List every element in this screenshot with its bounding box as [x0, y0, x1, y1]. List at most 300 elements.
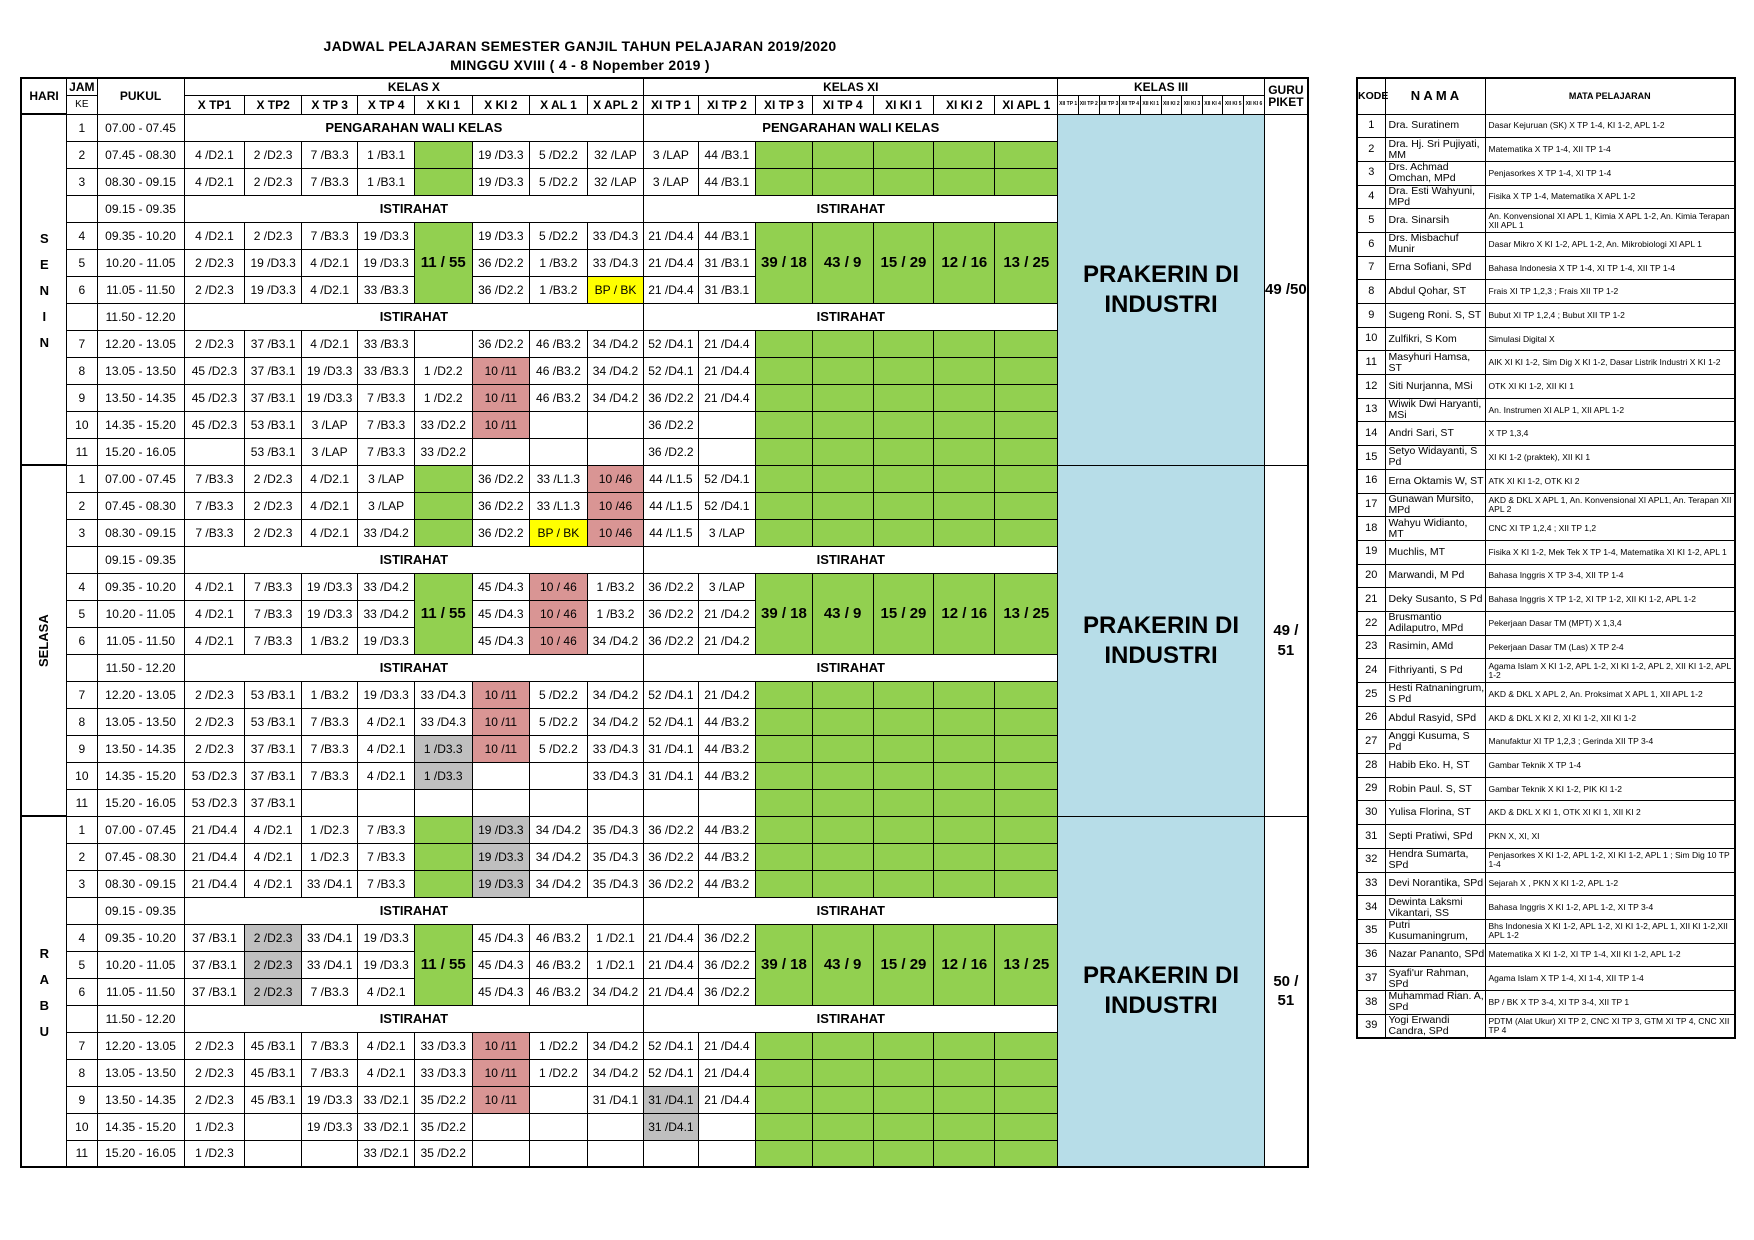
jam-cell: 5: [67, 951, 97, 978]
pengarahan-band: PENGARAHAN WALI KELAS: [184, 114, 644, 141]
class-cell: BP / BK: [587, 276, 644, 303]
class-cell: 3 /LAP: [358, 492, 415, 519]
class-cell: 1 /B3.1: [358, 141, 415, 168]
class-cell: 7 /B3.3: [245, 627, 302, 654]
empty-green-cell: [756, 843, 813, 870]
pukul-cell: 15.20 - 16.05: [97, 438, 184, 465]
empty-green-cell: [873, 843, 934, 870]
class-cell: [414, 141, 472, 168]
teacher-subject: Matematika X TP 1-4, XII TP 1-4: [1485, 138, 1735, 162]
class-cell: 10 /11: [472, 357, 530, 384]
class-header: XII TP 1: [1058, 95, 1079, 114]
class-cell: [414, 330, 472, 357]
empty-green-cell: [756, 762, 813, 789]
class-cell: [530, 1140, 588, 1167]
class-cell: [245, 1140, 302, 1167]
empty-green-cell: [756, 708, 813, 735]
merged-ki1-cell: 11 / 55: [414, 924, 472, 1005]
teacher-name: Robin Paul. S, ST: [1385, 777, 1485, 801]
class-cell: 36 /D2.2: [644, 843, 698, 870]
empty-green-cell: [934, 1059, 995, 1086]
teacher-row: [1357, 185, 1735, 209]
teacher-no: 29: [1357, 777, 1385, 801]
class-cell: 1 /D3.3: [414, 735, 472, 762]
class-cell: 4 /D2.1: [184, 600, 245, 627]
class-cell: 2 /D2.3: [184, 1086, 245, 1113]
teacher-no: 31: [1357, 825, 1385, 849]
empty-green-cell: [873, 438, 934, 465]
class-header: X TP 3: [301, 95, 358, 114]
teacher-row: [1357, 493, 1735, 517]
teacher-row: [1357, 848, 1735, 872]
teacher-no: 21: [1357, 588, 1385, 612]
class-cell: 37 /B3.1: [184, 951, 245, 978]
class-cell: 2 /D2.3: [184, 735, 245, 762]
merged-xi-cell: 12 / 16: [934, 222, 995, 303]
class-cell: 36 /D2.2: [472, 465, 530, 492]
teacher-no: 34: [1357, 896, 1385, 920]
class-cell: 19 /D3.3: [472, 141, 530, 168]
teacher-subject: X TP 1,3,4: [1485, 422, 1735, 446]
class-header: X AL 1: [530, 95, 588, 114]
class-cell: [530, 1086, 588, 1113]
teacher-row: [1357, 967, 1735, 991]
teacher-no: 14: [1357, 422, 1385, 446]
schedule-row: [21, 816, 1308, 843]
jam-cell: 9: [67, 1086, 97, 1113]
class-cell: 2 /D2.3: [245, 951, 302, 978]
empty-green-cell: [873, 735, 934, 762]
pukul-cell: 13.50 - 14.35: [97, 1086, 184, 1113]
class-cell: 53 /B3.1: [245, 438, 302, 465]
teacher-subject: Penjasorkes X TP 1-4, XI TP 1-4: [1485, 161, 1735, 185]
empty-green-cell: [812, 735, 873, 762]
merged-xi-cell: 15 / 29: [873, 924, 934, 1005]
empty-green-cell: [812, 519, 873, 546]
class-cell: 52 /D4.1: [644, 1032, 698, 1059]
empty-green-cell: [812, 1059, 873, 1086]
teacher-subject: Gambar Teknik X KI 1-2, PIK KI 1-2: [1485, 777, 1735, 801]
class-cell: 44 /L1.5: [644, 519, 698, 546]
class-cell: 10 /11: [472, 411, 530, 438]
jam-cell: 5: [67, 600, 97, 627]
pukul-cell: 10.20 - 11.05: [97, 600, 184, 627]
class-cell: [472, 1113, 530, 1140]
schedule-table: [20, 77, 1309, 1168]
teacher-name: Habib Eko. H, ST: [1385, 754, 1485, 778]
class-cell: 33 /D4.3: [587, 222, 644, 249]
empty-green-cell: [812, 1086, 873, 1113]
empty-green-cell: [995, 789, 1058, 816]
empty-green-cell: [812, 384, 873, 411]
class-cell: 31 /B3.1: [698, 276, 756, 303]
teacher-subject: Bubut XI TP 1,2,4 ; Bubut XII TP 1-2: [1485, 304, 1735, 328]
class-cell: 1 /D2.2: [530, 1059, 588, 1086]
teacher-row: [1357, 1014, 1735, 1038]
empty-green-cell: [995, 1140, 1058, 1167]
class-cell: 45 /B3.1: [245, 1032, 302, 1059]
istirahat-band: ISTIRAHAT: [184, 1005, 644, 1032]
empty-green-cell: [873, 357, 934, 384]
pukul-cell: 11.05 - 11.50: [97, 276, 184, 303]
teacher-name: Muchlis, MT: [1385, 540, 1485, 564]
empty-green-cell: [934, 519, 995, 546]
empty-green-cell: [873, 1059, 934, 1086]
class-cell: 46 /B3.2: [530, 384, 588, 411]
class-cell: 7 /B3.3: [358, 843, 415, 870]
jam-cell: 2: [67, 141, 97, 168]
teacher-row: [1357, 919, 1735, 943]
class-cell: 44 /B3.2: [698, 816, 756, 843]
class-cell: 45 /D4.3: [472, 978, 530, 1005]
header-guru-piket: GURU PIKET: [1264, 78, 1308, 114]
class-cell: 45 /D4.3: [472, 627, 530, 654]
class-cell: 4 /D2.1: [358, 978, 415, 1005]
teacher-subject: PDTM (Alat Ukur) XI TP 2, CNC XI TP 3, GTM XI TP 4, CNC XII TP 4: [1485, 1014, 1735, 1038]
pukul-cell: 11.05 - 11.50: [97, 978, 184, 1005]
class-cell: 45 /B3.1: [245, 1059, 302, 1086]
class-cell: 44 /B3.2: [698, 870, 756, 897]
teacher-subject: XI KI 1-2 (praktek), XII KI 1: [1485, 446, 1735, 470]
class-cell: 5 /D2.2: [530, 222, 588, 249]
class-cell: 37 /B3.1: [245, 735, 302, 762]
class-cell: 53 /D2.3: [184, 762, 245, 789]
class-cell: 10 /46: [587, 492, 644, 519]
teacher-name: Masyhuri Hamsa, ST: [1385, 351, 1485, 375]
teacher-subject: ATK XI KI 1-2, OTK KI 2: [1485, 469, 1735, 493]
teacher-name: Brusmantio Adilaputro, MPd: [1385, 611, 1485, 635]
teacher-row: [1357, 588, 1735, 612]
teacher-no: 4: [1357, 185, 1385, 209]
teacher-name: Dra. Suratinem: [1385, 114, 1485, 138]
empty-green-cell: [934, 357, 995, 384]
class-cell: 37 /B3.1: [245, 357, 302, 384]
empty-green-cell: [812, 465, 873, 492]
class-cell: 37 /B3.1: [184, 924, 245, 951]
class-cell: 52 /D4.1: [644, 330, 698, 357]
class-cell: 44 /B3.2: [698, 735, 756, 762]
class-cell: 19 /D3.3: [301, 1113, 358, 1140]
day-label: SELASA: [21, 465, 67, 816]
istirahat-band: ISTIRAHAT: [644, 303, 1058, 330]
class-header: XII TP 3: [1099, 95, 1120, 114]
empty-green-cell: [995, 1059, 1058, 1086]
class-cell: 53 /B3.1: [245, 708, 302, 735]
jam-cell: [67, 303, 97, 330]
class-cell: 4 /D2.1: [184, 627, 245, 654]
teacher-row: [1357, 896, 1735, 920]
class-cell: [530, 411, 588, 438]
teacher-name: Anggi Kusuma, S Pd: [1385, 730, 1485, 754]
class-cell: [414, 465, 472, 492]
teacher-no: 20: [1357, 564, 1385, 588]
empty-green-cell: [934, 681, 995, 708]
teacher-row: [1357, 469, 1735, 493]
class-cell: [698, 789, 756, 816]
teacher-name: Zulfikri, S Kom: [1385, 327, 1485, 351]
teacher-subject: Frais XI TP 1,2,3 ; Frais XII TP 1-2: [1485, 280, 1735, 304]
teacher-subject: Fisika X KI 1-2, Mek Tek X TP 1-4, Matematika XI KI 1-2, APL 1: [1485, 540, 1735, 564]
teacher-name: Devi Norantika, SPd: [1385, 872, 1485, 896]
empty-green-cell: [812, 1140, 873, 1167]
class-header: XII KI 6: [1244, 95, 1265, 114]
class-header: X TP1: [184, 95, 245, 114]
class-header: X KI 2: [472, 95, 530, 114]
istirahat-band: ISTIRAHAT: [184, 897, 644, 924]
class-cell: 46 /B3.2: [530, 357, 588, 384]
jam-cell: 7: [67, 681, 97, 708]
teacher-name: Sugeng Roni. S, ST: [1385, 304, 1485, 328]
class-cell: 34 /D4.2: [587, 681, 644, 708]
class-cell: 5 /D2.2: [530, 735, 588, 762]
teacher-name: Yulisa Florina, ST: [1385, 801, 1485, 825]
class-cell: 33 /B3.3: [358, 357, 415, 384]
day-label: S E N I N: [21, 114, 67, 465]
teacher-no: 23: [1357, 635, 1385, 659]
class-cell: 36 /D2.2: [472, 276, 530, 303]
teacher-table: [1356, 77, 1736, 1039]
empty-green-cell: [995, 681, 1058, 708]
teacher-subject: CNC XI TP 1,2,4 ; XII TP 1,2: [1485, 517, 1735, 541]
class-cell: 10 /11: [472, 1059, 530, 1086]
teacher-name: Syafi'ur Rahman, SPd: [1385, 967, 1485, 991]
pukul-cell: 15.20 - 16.05: [97, 1140, 184, 1167]
class-cell: 33 /D4.3: [587, 735, 644, 762]
empty-green-cell: [756, 1113, 813, 1140]
empty-green-cell: [873, 762, 934, 789]
class-cell: 4 /D2.1: [358, 1032, 415, 1059]
teacher-subject: AKD & DKL X APL 2, An. Proksimat X APL 1, XII APL 1-2: [1485, 683, 1735, 707]
class-cell: 36 /D2.2: [644, 816, 698, 843]
class-cell: 52 /D4.1: [644, 1059, 698, 1086]
empty-green-cell: [995, 411, 1058, 438]
teacher-no: 5: [1357, 209, 1385, 233]
teacher-subject: An. Konvensional XI APL 1, Kimia X APL 1-2, An. Kimia Terapan XII APL 1: [1485, 209, 1735, 233]
teacher-row: [1357, 706, 1735, 730]
teacher-subject: Pekerjaan Dasar TM (Las) X TP 2-4: [1485, 635, 1735, 659]
teacher-no: 38: [1357, 990, 1385, 1014]
class-cell: 3 /LAP: [644, 168, 698, 195]
class-cell: 7 /B3.3: [358, 384, 415, 411]
teacher-row: [1357, 422, 1735, 446]
empty-green-cell: [812, 411, 873, 438]
teacher-name: Wahyu Widianto, MT: [1385, 517, 1485, 541]
class-cell: 36 /D2.2: [644, 627, 698, 654]
class-cell: 34 /D4.2: [587, 627, 644, 654]
empty-green-cell: [873, 1140, 934, 1167]
class-cell: 1 /B3.2: [530, 249, 588, 276]
empty-green-cell: [995, 870, 1058, 897]
header-kelas-xi: KELAS XI: [644, 78, 1058, 95]
pukul-cell: 13.05 - 13.50: [97, 1059, 184, 1086]
teacher-row: [1357, 398, 1735, 422]
pukul-cell: 11.50 - 12.20: [97, 303, 184, 330]
teacher-no: 32: [1357, 848, 1385, 872]
empty-green-cell: [812, 168, 873, 195]
class-cell: [698, 411, 756, 438]
teacher-no: 30: [1357, 801, 1385, 825]
class-cell: 36 /D2.2: [644, 573, 698, 600]
empty-green-cell: [873, 1113, 934, 1140]
day-label: R A B U: [21, 816, 67, 1167]
teacher-name: Abdul Qohar, ST: [1385, 280, 1485, 304]
teacher-name: Septi Pratiwi, SPd: [1385, 825, 1485, 849]
empty-green-cell: [756, 789, 813, 816]
teacher-row: [1357, 161, 1735, 185]
class-cell: 1 /D2.3: [301, 816, 358, 843]
class-header: XI APL 1: [995, 95, 1058, 114]
class-cell: 4 /D2.1: [301, 276, 358, 303]
teacher-row: [1357, 280, 1735, 304]
class-cell: 4 /D2.1: [184, 141, 245, 168]
empty-green-cell: [934, 1032, 995, 1059]
class-cell: 10 /11: [472, 1086, 530, 1113]
class-cell: 4 /D2.1: [358, 708, 415, 735]
class-cell: 10 /46: [587, 519, 644, 546]
teacher-subject: Matematika X KI 1-2, XI TP 1-4, XII KI 1-2, APL 1-2: [1485, 943, 1735, 967]
empty-green-cell: [995, 1113, 1058, 1140]
class-cell: 1 /D2.3: [184, 1140, 245, 1167]
class-cell: 10 /11: [472, 1032, 530, 1059]
empty-green-cell: [995, 519, 1058, 546]
jam-cell: 7: [67, 1032, 97, 1059]
class-cell: [587, 438, 644, 465]
class-cell: 36 /D2.2: [472, 249, 530, 276]
teacher-row: [1357, 730, 1735, 754]
jam-cell: [67, 1005, 97, 1032]
class-header: XI TP 4: [812, 95, 873, 114]
empty-green-cell: [934, 330, 995, 357]
empty-green-cell: [756, 384, 813, 411]
empty-green-cell: [756, 681, 813, 708]
class-cell: 52 /D4.1: [644, 681, 698, 708]
teacher-subject: BP / BK X TP 3-4, XI TP 3-4, XII TP 1: [1485, 990, 1735, 1014]
class-header: XI KI 1: [873, 95, 934, 114]
empty-green-cell: [934, 708, 995, 735]
class-cell: 7 /B3.3: [301, 141, 358, 168]
class-cell: 7 /B3.3: [301, 1059, 358, 1086]
class-cell: 1 /D2.2: [414, 384, 472, 411]
pukul-cell: 12.20 - 13.05: [97, 1032, 184, 1059]
empty-green-cell: [934, 141, 995, 168]
teacher-row: [1357, 517, 1735, 541]
class-cell: 45 /D4.3: [472, 951, 530, 978]
empty-green-cell: [995, 735, 1058, 762]
class-cell: [472, 1140, 530, 1167]
class-cell: 44 /B3.1: [698, 222, 756, 249]
istirahat-band: ISTIRAHAT: [644, 1005, 1058, 1032]
class-cell: 33 /D2.1: [358, 1086, 415, 1113]
class-cell: [414, 816, 472, 843]
class-header: X TP 4: [358, 95, 415, 114]
teacher-row: [1357, 990, 1735, 1014]
class-header: X APL 2: [587, 95, 644, 114]
jam-cell: 5: [67, 249, 97, 276]
class-cell: 4 /D2.1: [184, 168, 245, 195]
istirahat-band: ISTIRAHAT: [644, 897, 1058, 924]
class-cell: 7 /B3.3: [301, 1032, 358, 1059]
piket-cell: 49 /50: [1264, 114, 1308, 465]
empty-green-cell: [934, 1113, 995, 1140]
class-cell: 33 /B3.3: [358, 276, 415, 303]
jam-cell: 10: [67, 411, 97, 438]
empty-green-cell: [995, 492, 1058, 519]
class-cell: 19 /D3.3: [358, 924, 415, 951]
teacher-no: 12: [1357, 375, 1385, 399]
class-header: XII KI 3: [1182, 95, 1203, 114]
class-cell: 33 /L1.3: [530, 492, 588, 519]
empty-green-cell: [812, 762, 873, 789]
class-cell: 33 /D2.1: [358, 1140, 415, 1167]
class-cell: 2 /D2.3: [245, 168, 302, 195]
class-cell: 33 /D4.2: [358, 600, 415, 627]
merged-xi-cell: 13 / 25: [995, 222, 1058, 303]
header-jam: JAM: [67, 78, 97, 95]
class-cell: 34 /D4.2: [587, 978, 644, 1005]
class-cell: [358, 789, 415, 816]
pukul-cell: 12.20 - 13.05: [97, 330, 184, 357]
class-cell: 4 /D2.1: [184, 222, 245, 249]
class-cell: [301, 789, 358, 816]
class-cell: 34 /D4.2: [587, 708, 644, 735]
empty-green-cell: [812, 141, 873, 168]
class-cell: [472, 438, 530, 465]
class-cell: 4 /D2.1: [358, 762, 415, 789]
class-cell: 46 /B3.2: [530, 951, 588, 978]
jam-cell: 7: [67, 330, 97, 357]
class-cell: 36 /D2.2: [698, 951, 756, 978]
class-cell: 33 /D4.1: [301, 870, 358, 897]
jam-cell: 10: [67, 1113, 97, 1140]
empty-green-cell: [873, 708, 934, 735]
class-cell: [587, 1113, 644, 1140]
empty-green-cell: [934, 870, 995, 897]
teacher-subject: Agama Islam X KI 1-2, APL 1-2, XI KI 1-2, APL 2, XII KI 1-2, APL 1-2: [1485, 659, 1735, 683]
class-cell: 19 /D3.3: [472, 870, 530, 897]
class-cell: 4 /D2.1: [301, 249, 358, 276]
class-cell: 21 /D4.4: [698, 330, 756, 357]
class-cell: 44 /B3.1: [698, 141, 756, 168]
merged-xi-cell: 43 / 9: [812, 924, 873, 1005]
class-cell: 2 /D2.3: [245, 978, 302, 1005]
empty-green-cell: [995, 1032, 1058, 1059]
class-cell: 21 /D4.4: [644, 222, 698, 249]
teacher-row: [1357, 304, 1735, 328]
istirahat-band: ISTIRAHAT: [184, 195, 644, 222]
empty-green-cell: [995, 330, 1058, 357]
class-header: XII KI 4: [1202, 95, 1223, 114]
empty-green-cell: [873, 1086, 934, 1113]
class-cell: 33 /D2.1: [358, 1113, 415, 1140]
pukul-cell: 07.00 - 07.45: [97, 816, 184, 843]
class-cell: 52 /D4.1: [644, 708, 698, 735]
teacher-name: Setyo Widayanti, S Pd: [1385, 446, 1485, 470]
empty-green-cell: [873, 141, 934, 168]
class-cell: 33 /L1.3: [530, 465, 588, 492]
teacher-subject: Bahasa Indonesia X TP 1-4, XI TP 1-4, XII TP 1-4: [1485, 256, 1735, 280]
class-cell: 33 /B3.3: [358, 330, 415, 357]
class-cell: 37 /B3.1: [245, 762, 302, 789]
pukul-cell: 07.00 - 07.45: [97, 465, 184, 492]
class-cell: 10 /46: [587, 465, 644, 492]
class-cell: 45 /D2.3: [184, 384, 245, 411]
teacher-no: 28: [1357, 754, 1385, 778]
empty-green-cell: [756, 1086, 813, 1113]
class-cell: 7 /B3.3: [184, 492, 245, 519]
teacher-no: 13: [1357, 398, 1385, 422]
teacher-name: Marwandi, M Pd: [1385, 564, 1485, 588]
teacher-row: [1357, 659, 1735, 683]
